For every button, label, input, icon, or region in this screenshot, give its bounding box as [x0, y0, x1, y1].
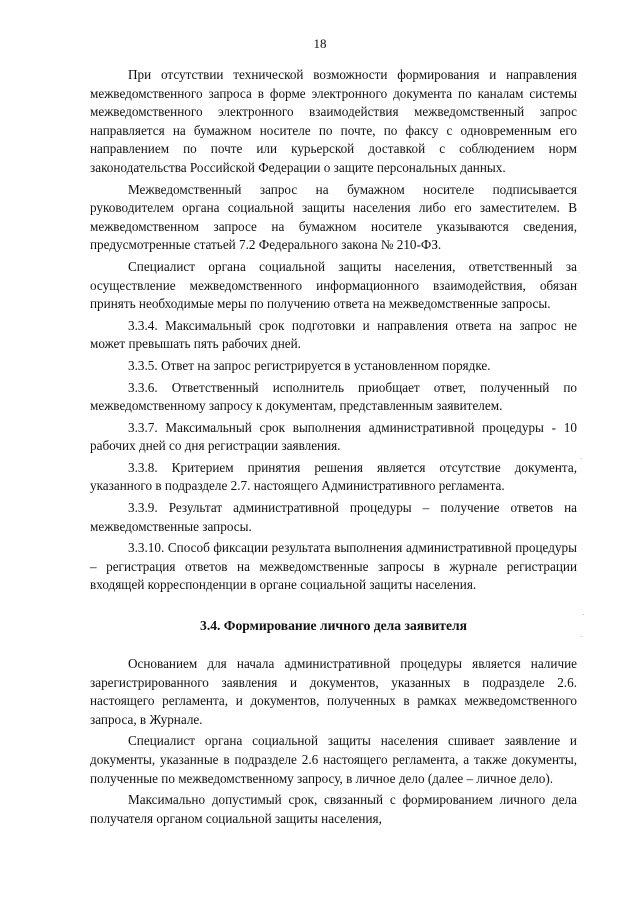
paragraph: Основанием для начала административной процедуры является наличие зарегистрированного заявления и документов, указанных в подразделе 2.6. настоящего регламента, и документов, полученных в рамках межведомственного запроса, в Журнале. — [90, 656, 577, 727]
paragraph: 3.3.6. Ответственный исполнитель приобщает ответ, полученный по межведомственному запросу к документам, представленным заявителем. — [90, 379, 577, 414]
paragraph: Максимально допустимый срок, связанный с формированием личного дела получателя органом социальной защиты населения, — [90, 792, 577, 826]
paragraph: 3.3.5. Ответ на запрос регистрируется в установленном порядке. — [128, 357, 491, 373]
paragraph: При отсутствии технической возможности формирования и направления межведомственного запроса в форме электронного документа по каналам системы межведомственного электронного взаимодействия межведомственный запрос направляется на бумажном носителе по почте, по факсу с одновременным его направлением по почте или курьерской доставкой с соблюдением норм законодательства Российской Федерации о защите персональных данных. — [90, 67, 577, 175]
scan-speck: · — [582, 611, 585, 619]
paragraph: Межведомственный запрос на бумажном носителе подписывается руководителем органа социальной защиты населения либо его заместителем. В межведомственном запросе на бумажном носителе указываются сведения, предусмотренные статьей 7.2 Федерального закона № 210-ФЗ. — [90, 181, 577, 253]
scan-speck: · — [580, 455, 583, 463]
paragraph: 3.3.9. Результат административной процедуры – получение ответов на межведомственные запросы. — [90, 500, 577, 534]
paragraph: 3.3.4. Максимальный срок подготовки и направления ответа на запрос не может превышать пять рабочих дней. — [90, 317, 577, 352]
scan-speck: · — [580, 633, 583, 641]
paragraph: 3.3.8. Критерием принятия решения является отсутствие документа, указанного в подразделе 2.7. настоящего Административного регламента. — [90, 459, 577, 494]
paragraph: Специалист органа социальной защиты населения, ответственный за осуществление межведомственного информационного взаимодействия, обязан принять необходимые меры по получению ответа на межведомственные запросы. — [90, 258, 577, 312]
scan-speck: ˙ — [578, 271, 581, 279]
document-body — [90, 66, 577, 828]
paragraph: 3.3.7. Максимальный срок выполнения административной процедуры - 10 рабочих дней со дня регистрации заявления. — [90, 419, 577, 454]
page-number: 18 — [313, 36, 327, 51]
paragraph: Специалист органа социальной защиты населения сшивает заявление и документы, указанные в подразделе 2.6 настоящего регламента, а также документы, полученные по межведомственному запросу, в личное дело (далее – личное дело). — [90, 733, 577, 786]
paragraph: 3.3.10. Способ фиксации результата выполнения административной процедуры – регистрация ответов на межведомственные запросы в журнале регистрации входящей корреспонденции в органе социальной защиты населения. — [90, 540, 577, 593]
section-heading: 3.4. Формирование личного дела заявителя — [200, 618, 467, 634]
